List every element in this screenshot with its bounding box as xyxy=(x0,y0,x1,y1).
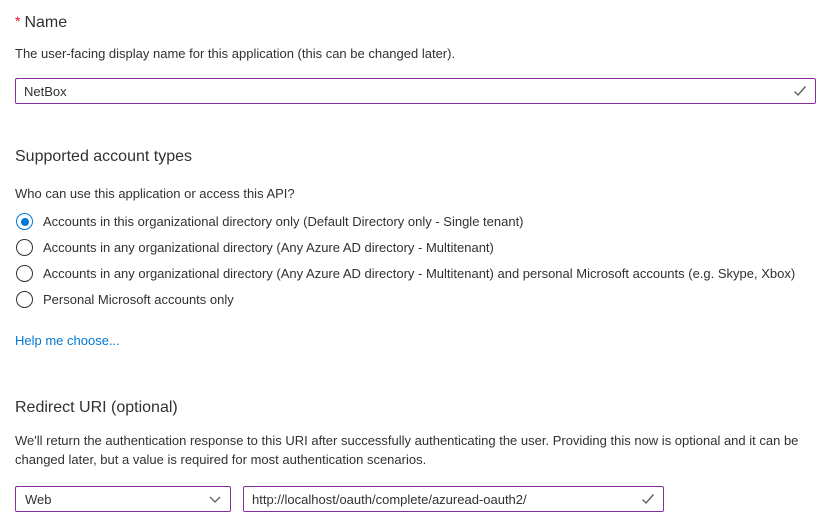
required-asterisk: * xyxy=(15,13,21,29)
radio-option-label: Accounts in this organizational directory only (Default Directory only - Single tenant) xyxy=(43,214,524,229)
radio-unselected-icon xyxy=(16,239,33,256)
radio-option-label: Accounts in any organizational directory (Any Azure AD directory - Multitenant) xyxy=(43,240,494,255)
redirect-uri-section-title: Redirect URI (optional) xyxy=(15,399,178,416)
radio-unselected-icon xyxy=(16,265,33,282)
redirect-uri-row xyxy=(15,486,816,512)
radio-option-personal-only[interactable] xyxy=(15,291,816,308)
platform-select-value: Web xyxy=(25,491,52,507)
name-input[interactable] xyxy=(15,78,816,104)
redirect-uri-input[interactable] xyxy=(243,486,664,512)
name-field-wrap xyxy=(15,78,816,104)
chevron-down-icon xyxy=(209,496,221,503)
name-section-title xyxy=(15,10,816,34)
radio-unselected-icon xyxy=(16,291,33,308)
account-types-section-title: Supported account types xyxy=(15,148,193,165)
platform-select[interactable] xyxy=(15,486,231,512)
account-types-radio-group xyxy=(15,213,816,308)
redirect-uri-description: We'll return the authentication response to this URI after successfully authenticating the user. Providing this now is optional and it can be changed later, but a value is required for most authentication scenarios. xyxy=(15,433,799,467)
name-title-text: Name xyxy=(24,14,68,31)
radio-selected-icon xyxy=(16,213,33,230)
help-me-choose-link[interactable]: Help me choose... xyxy=(15,333,120,348)
radio-option-label: Personal Microsoft accounts only xyxy=(43,292,234,307)
uri-field-wrap xyxy=(243,486,664,512)
radio-option-multitenant[interactable] xyxy=(15,239,816,256)
account-types-question: Who can use this application or access this API? xyxy=(15,186,295,201)
radio-option-label: Accounts in any organizational directory (Any Azure AD directory - Multitenant) and personal Microsoft accounts (e.g. Skype, Xbox) xyxy=(43,266,796,281)
name-description: The user-facing display name for this application (this can be changed later). xyxy=(15,46,456,61)
radio-option-multitenant-personal[interactable] xyxy=(15,265,816,282)
radio-option-single-tenant[interactable] xyxy=(15,213,816,230)
